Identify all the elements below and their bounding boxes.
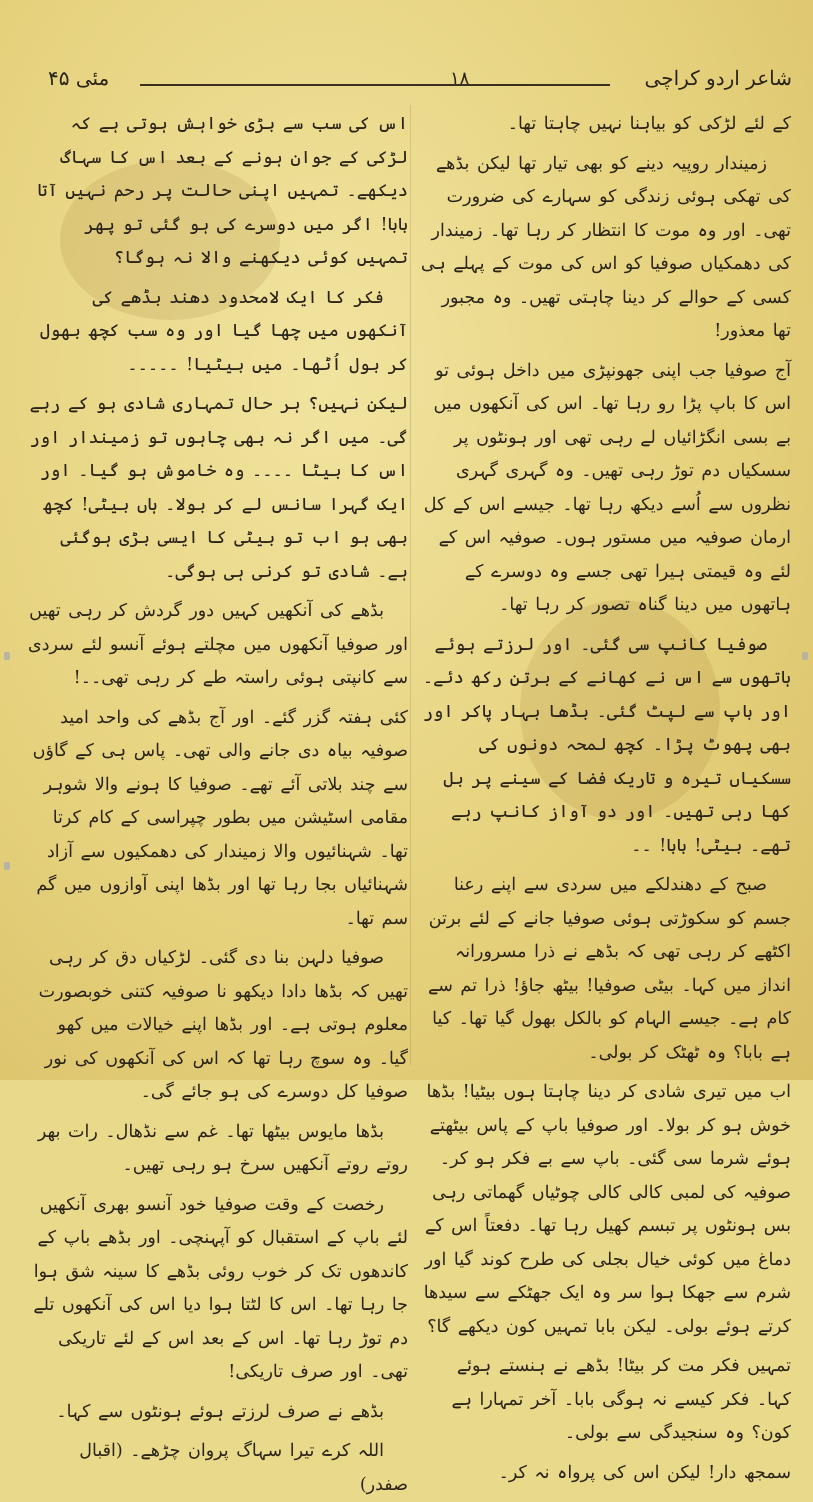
issue-date: مئی ۴۵	[48, 66, 110, 90]
paragraph: فکر کا ایک لامحدود دھند بڈھے کی آنکھوں میں چھا گیا اور وہ سب کچھ بھول کر بول اُٹھا۔ میں بیٹیا! ۔۔۔۔۔	[39, 287, 408, 375]
right-column	[416, 108, 791, 1483]
paragraph: اس کی سب سے بڑی خواہش ہوتی ہے کہ لڑکی کے جوان ہونے کے بعد اس کا سہاگ دیکھے۔ تمہیں اپنی حالت پر رحم نہیں آتا بابا! اگر میں دوسرے کی ہو گئی تو پھر تمہیں کوئی دیکھنے والا نہ ہوگا؟	[37, 114, 408, 268]
paragraph: اللہ کرے تیرا سہاگ پروان چڑھے۔ (اقبال صفدر)	[79, 1441, 408, 1495]
paragraph: بڈھے کی آنکھیں کہیں دور گردش کر رہی تھیں اور صوفیا آنکھوں میں مچلتے ہوئے آنسو لئے سردی سے کانپتی ہوئی راستہ طے کر رہی تھی۔۔!	[28, 601, 408, 688]
paragraph: آج صوفیا جب اپنی جھونپڑی میں داخل ہوئی تو اس کا باپ پڑا رو رہا تھا۔ اس کی آنکھوں میں بے بسی انگڑائیاں لے رہی تھی اور ہونٹوں پر سسکیاں دم توڑ رہی تھیں۔ وہ گہری گہری نظروں سے اُسے دیکھ رہا تھا۔ جیسے اس کے کل ارمان صوفیہ میں مستور ہوں۔ صوفیہ اس کے لئے وہ قیمتی ہیرا تھی جسے وہ دوسرے کے ہاتھوں میں دینا گناہ تصور کر رہا تھا۔	[423, 360, 791, 615]
paragraph: صوفیا دلہن بنا دی گئی۔ لڑکیاں دق کر رہی تھیں کہ بڈھا دادا دیکھو نا صوفیہ کتنی خوبصورت معلوم ہوتی ہے۔ اور بڈھا اپنے خیالات میں کھو گیا۔ وہ سوچ رہا تھا کہ اس کی آنکھوں کی نور صوفیا کل دوسرے کی ہو جائے گی۔	[38, 948, 408, 1102]
paragraph: لیکن نہیں؟ ہر حال تمہاری شادی ہو کے رہے گی۔ میں اگر نہ بھی چاہوں تو زمیندار اور اس کا بیٹا ۔۔۔۔ وہ خاموش ہو گیا۔ اور ایک گہرا سانس لے کر بولا۔ ہاں بیٹی! کچھ بھی ہو اب تو بیٹی کا ایسی بڑی ہوگئی ہے۔ شادی تو کرنی ہی ہوگی۔	[29, 394, 408, 582]
staple-mark	[4, 862, 10, 870]
paragraph: تمہیں فکر مت کر بیٹا! بڈھے نے ہنستے ہوئے کہا۔ فکر کیسے نہ ہوگی بابا۔ آخر تمہارا ہے کون؟ وہ سنجیدگی سے بولی۔	[451, 1356, 791, 1443]
page-number: ۱۸	[450, 68, 470, 89]
paragraph: اب میں تیری شادی کر دینا چاہتا ہوں بیٹیا! بڈھا خوش ہو کر بولا۔ اور صوفیا باپ کے پاس بیٹھتے ہوئے شرما سی گئی۔ باپ سے بے فکر ہو کر۔ صوفیہ کی لمبی کالی کالی چوٹیاں گھماتی رہی بس ہونٹوں پر تبسم کھیل رہا تھا۔ دفعتاً اس کے دماغ میں کوئی خیال بجلی کی طرح کوند گیا اور شرم سے جھکا ہوا سر وہ ایک جھٹکے سے سیدھا کرتے ہوئے بولی۔ لیکن بابا تمہیں کون دیکھے گا؟	[423, 1082, 791, 1337]
column-divider	[410, 105, 411, 1065]
paragraph: بڈھے نے صرف لرزتے ہوئے ہونٹوں سے کہا۔	[56, 1401, 384, 1422]
header-rule	[140, 84, 610, 86]
staple-mark	[802, 652, 808, 660]
staple-mark	[4, 652, 10, 660]
paragraph: سمجھ دار! لیکن اس کی پرواہ نہ کر۔	[498, 1462, 791, 1483]
paragraph: زمیندار روپیہ دینے کو بھی تیار تھا لیکن بڈھے کی تھکی ہوئی زندگی کو سہارے کی ضرورت تھی۔ اور وہ موت کا انتظار کر رہا تھا۔ زمیندار کی دھمکیاں صوفیا کو اس کی موت کے پہلے ہی کسی کے حوالے کر دینا چاہتی تھیں۔ وہ مجبور تھا معذور!	[420, 153, 791, 341]
page-header	[30, 62, 800, 102]
paragraph: صبح کے دھندلکے میں سردی سے اپنے رعنا جسم کو سکوڑتی ہوئی صوفیا جانے کے لئے برتن اکٹھے کر رہی تھی کہ بڈھے نے ذرا مسرورانہ انداز میں کہا۔ بیٹی صوفیا! بیٹھ جاؤ! ذرا تم سے کام ہے۔ جیسے الہام کو بالکل بھول گیا تھا۔ کیا ہے بابا؟ وہ ٹھٹک کر بولی۔	[427, 875, 791, 1063]
magazine-title: شاعر اردو کراچی	[644, 66, 792, 90]
paragraph: صوفیا کانپ سی گئی۔ اور لرزتے ہوئے ہاتھوں سے اس نے کھانے کے برتن رکھ دئے۔ اور باپ سے لپٹ گئی۔ بڈھا بہار پاکر اور بھی پھوٹ پڑا۔ کچھ لمحہ دونوں کی سسکیاں تیرہ و تاریک فضا کے سینے پر بل کھا رہی تھیں۔ اور دو آواز کانپ رہے تھے۔ بیٹی! بابا! ۔۔	[422, 634, 791, 856]
paragraph: کے لئے لڑکی کو بیاہنا نہیں چاہتا تھا۔	[507, 114, 791, 134]
left-column	[28, 108, 408, 1495]
paragraph: بڈھا مایوس بیٹھا تھا۔ غم سے نڈھال۔ رات بھر روتے روتے آنکھیں سرخ ہو رہی تھیں۔	[37, 1121, 408, 1175]
paragraph: کئی ہفتہ گزر گئے۔ اور آج بڈھے کی واحد امید صوفیہ بیاہ دی جانے والی تھی۔ پاس ہی کے گاؤں سے چند بلاتی آئے تھے۔ صوفیا کا ہونے والا شوہر مقامی اسٹیشن میں بطور چپراسی کے کام کرتا تھا۔ شہنائیوں والا زمیندار کی دھمکیوں سے آزاد شہنائیاں بجا رہا تھا اور بڈھا اپنی آوازوں میں گم سم تھا۔	[32, 707, 408, 929]
paragraph: رخصت کے وقت صوفیا خود آنسو بھری آنکھیں لئے باپ کے استقبال کو آپہنچی۔ اور بڈھے باپ کے کاندھوں تک کر خوب روئی بڈھے کا سینہ شق ہوا جا رہا تھا۔ اس کا لٹتا ہوا دیا اس کی آنکھوں تلے دم توڑ رہا تھا۔ اس کے بعد اس کے لئے تاریکی تھی۔ اور صرف تاریکی!	[33, 1194, 408, 1382]
